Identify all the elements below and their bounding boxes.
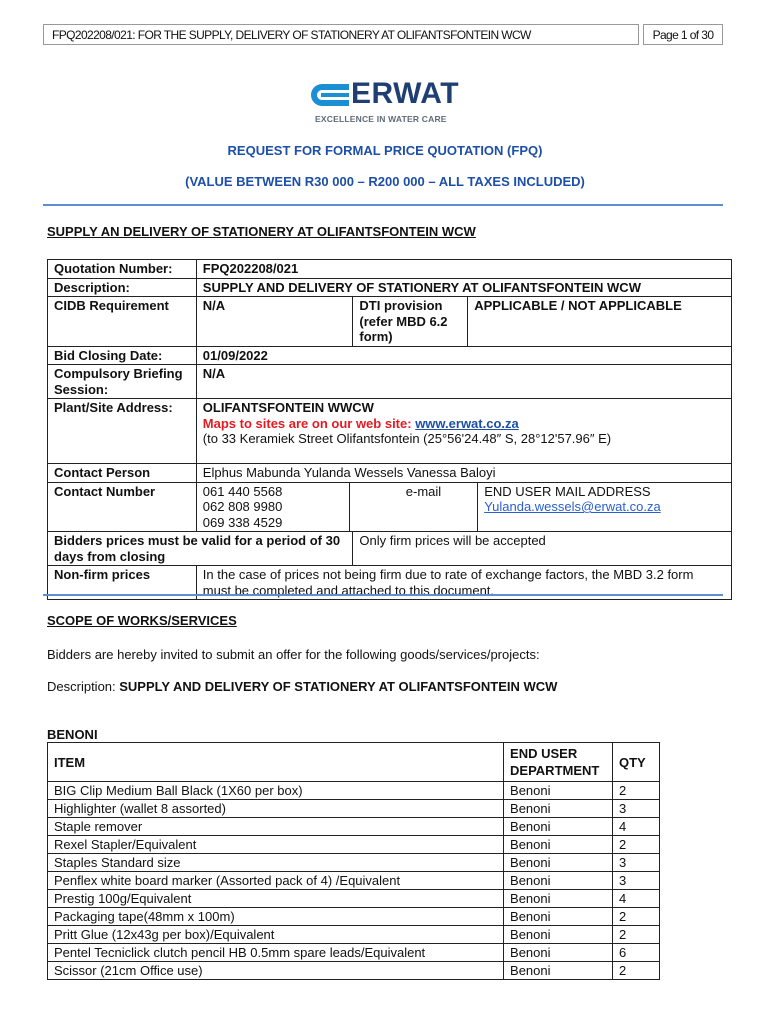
benoni-heading: BENONI: [47, 727, 98, 742]
table-row: [48, 872, 660, 890]
plant-address-label: Plant/Site Address:: [48, 399, 197, 464]
plant-name: OLIFANTSFONTEIN WWCW: [202, 400, 374, 415]
item-cell: Penflex white board marker (Assorted pack of 4) /Equivalent: [48, 872, 504, 890]
column-header-item: ITEM: [48, 743, 504, 782]
dept-cell: Benoni: [504, 872, 613, 890]
dept-cell: Benoni: [504, 818, 613, 836]
row-plant-address: [48, 399, 732, 464]
dept-cell: Benoni: [504, 800, 613, 818]
table-row: [48, 854, 660, 872]
phone-1: 061 440 5568: [202, 483, 283, 499]
table-row: [48, 782, 660, 800]
phone-2: 062 808 9980: [202, 499, 283, 514]
logo-wordmark: ERWAT: [351, 77, 460, 110]
nonfirm-label: Non-firm prices: [48, 566, 197, 600]
qty-cell: 4: [613, 890, 660, 908]
plant-address-cell: [196, 399, 731, 464]
maps-text: Maps to sites are on our web site:: [202, 415, 416, 431]
scope-description: [47, 679, 557, 694]
maps-link[interactable]: www.erwat.co.za: [415, 415, 519, 431]
email-label: e-mail: [350, 482, 478, 532]
row-closing-date: [48, 346, 732, 365]
column-header-department: END USER DEPARTMENT: [504, 743, 613, 782]
item-cell: BIG Clip Medium Ball Black (1X60 per box): [48, 782, 504, 800]
row-briefing: [48, 365, 732, 399]
row-description: [48, 278, 732, 297]
item-cell: Staples Standard size: [48, 854, 504, 872]
scope-description-value: SUPPLY AND DELIVERY OF STATIONERY AT OLIFANTSFONTEIN WCW: [119, 679, 558, 694]
erwat-logo: [305, 78, 470, 128]
divider: [43, 594, 723, 596]
page-number: Page 1 of 30: [643, 24, 723, 45]
title-line-2: (VALUE BETWEEN R30 000 – R200 000 – ALL TAXES INCLUDED): [185, 174, 585, 189]
validity-value: Only firm prices will be accepted: [353, 532, 732, 566]
contact-person-value: Elphus Mabunda Yulanda Wessels Vanessa Baloyi: [196, 464, 731, 483]
header-reference: FPQ202208/021: FOR THE SUPPLY, DELIVERY OF STATIONERY AT OLIFANTSFONTEIN WCW: [43, 24, 639, 45]
table-row: [48, 818, 660, 836]
scope-heading: SCOPE OF WORKS/SERVICES: [47, 613, 237, 628]
plant-address: (to 33 Keramiek Street Olifantsfontein (25°56'24.48″ S, 28°12'57.96″ E): [202, 431, 612, 446]
item-cell: Pentel Tecniclick clutch pencil HB 0.5mm spare leads/Equivalent: [48, 944, 504, 962]
dept-cell: Benoni: [504, 854, 613, 872]
item-cell: Staple remover: [48, 818, 504, 836]
table-header-row: [48, 743, 660, 782]
qty-cell: 2: [613, 782, 660, 800]
item-cell: Rexel Stapler/Equivalent: [48, 836, 504, 854]
qty-cell: 2: [613, 962, 660, 980]
dept-cell: Benoni: [504, 962, 613, 980]
cidb-label: CIDB Requirement: [48, 297, 197, 347]
quotation-number-label: Quotation Number:: [48, 260, 197, 279]
title-line-1: REQUEST FOR FORMAL PRICE QUOTATION (FPQ): [227, 143, 543, 158]
table-row: [48, 800, 660, 818]
column-header-qty: QTY: [613, 743, 660, 782]
contact-number-label: Contact Number: [48, 482, 197, 532]
qty-cell: 3: [613, 800, 660, 818]
maps-line: [203, 416, 725, 432]
qty-cell: 6: [613, 944, 660, 962]
closing-date-label: Bid Closing Date:: [48, 346, 197, 365]
supply-heading: SUPPLY AN DELIVERY OF STATIONERY AT OLIFANTSFONTEIN WCW: [47, 224, 476, 239]
qty-cell: 3: [613, 872, 660, 890]
item-cell: Prestig 100g/Equivalent: [48, 890, 504, 908]
document-header: [43, 24, 723, 45]
row-contact-number: [48, 482, 732, 532]
logo-tagline: EXCELLENCE IN WATER CARE: [315, 114, 447, 124]
item-cell: Highlighter (wallet 8 assorted): [48, 800, 504, 818]
dept-cell: Benoni: [504, 782, 613, 800]
qty-cell: 2: [613, 908, 660, 926]
row-validity: [48, 532, 732, 566]
description-label: Description:: [48, 278, 197, 297]
item-cell: Scissor (21cm Office use): [48, 962, 504, 980]
qty-cell: 4: [613, 818, 660, 836]
benoni-items-table: [47, 742, 660, 980]
description-value: SUPPLY AND DELIVERY OF STATIONERY AT OLIFANTSFONTEIN WCW: [196, 278, 731, 297]
qty-cell: 2: [613, 926, 660, 944]
validity-label: Bidders prices must be valid for a period of 30 days from closing: [48, 532, 353, 566]
table-row: [48, 944, 660, 962]
quotation-info-table: [47, 259, 732, 600]
email-cell: [478, 482, 732, 532]
email-link[interactable]: Yulanda.wessels@erwat.co.za: [484, 499, 661, 514]
scope-description-label: Description:: [47, 679, 120, 694]
nonfirm-value: In the case of prices not being firm due to rate of exchange factors, the MBD 3.2 form must be completed and attached to this document.: [196, 566, 731, 600]
row-contact-person: [48, 464, 732, 483]
table-row: [48, 926, 660, 944]
dept-cell: Benoni: [504, 836, 613, 854]
dti-value: APPLICABLE / NOT APPLICABLE: [468, 297, 732, 347]
email-heading: END USER MAIL ADDRESS: [484, 483, 651, 499]
cidb-value: N/A: [196, 297, 353, 347]
table-row: [48, 890, 660, 908]
quotation-number-value: FPQ202208/021: [196, 260, 731, 279]
dept-cell: Benoni: [504, 908, 613, 926]
item-cell: Packaging tape(48mm x 100m): [48, 908, 504, 926]
dept-cell: Benoni: [504, 944, 613, 962]
table-row: [48, 908, 660, 926]
closing-date-value: 01/09/2022: [196, 346, 731, 365]
divider: [43, 204, 723, 206]
phone-3: 069 338 4529: [202, 514, 283, 530]
qty-cell: 2: [613, 836, 660, 854]
table-row: [48, 962, 660, 980]
briefing-value: N/A: [196, 365, 731, 399]
dept-cell: Benoni: [504, 890, 613, 908]
contact-person-label: Contact Person: [48, 464, 197, 483]
item-cell: Pritt Glue (12x43g per box)/Equivalent: [48, 926, 504, 944]
qty-cell: 3: [613, 854, 660, 872]
table-row: [48, 836, 660, 854]
contact-numbers: [196, 482, 350, 532]
row-quotation-number: [48, 260, 732, 279]
erwat-logo-mark-icon: [305, 80, 349, 110]
dti-label: DTI provision (refer MBD 6.2 form): [353, 297, 468, 347]
dept-cell: Benoni: [504, 926, 613, 944]
briefing-label: Compulsory Briefing Session:: [48, 365, 197, 399]
row-cidb: [48, 297, 732, 347]
scope-intro: Bidders are hereby invited to submit an offer for the following goods/services/projects:: [47, 647, 540, 662]
